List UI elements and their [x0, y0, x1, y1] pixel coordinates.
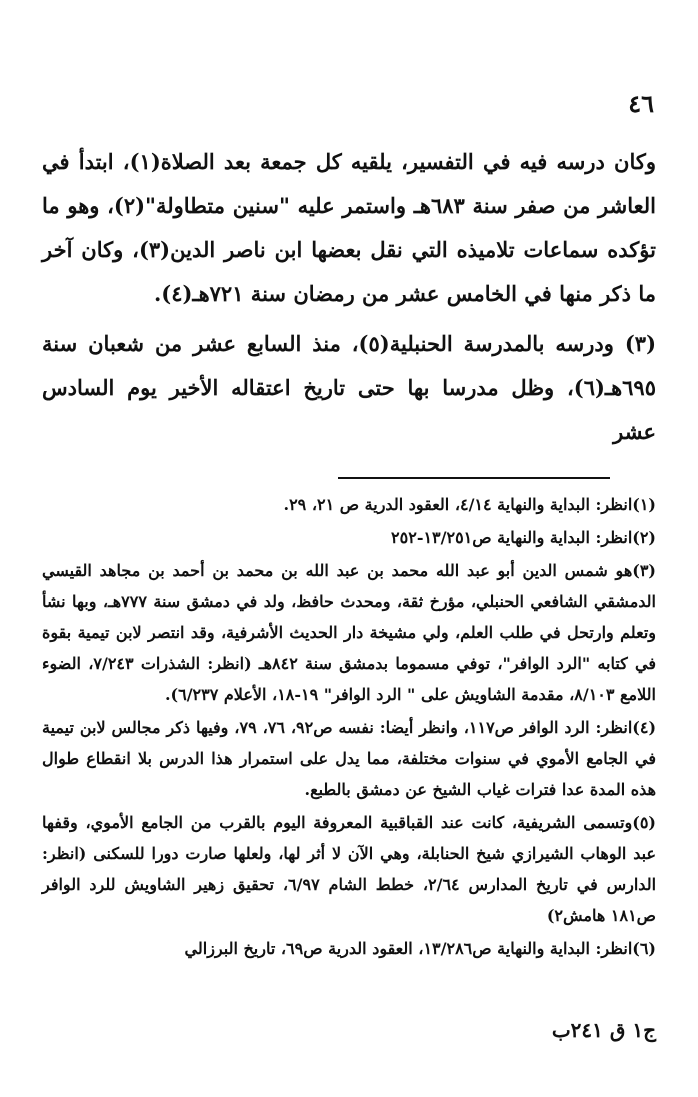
- paragraph-1: وكان درسه فيه في التفسير، يلقيه كل جمعة بعد الصلاة(١)، ابتدأ في العاشر من صفر سنة ٦٨٣هـ واستمر عليه "سنين متطاولة"(٢)، وهو ما تؤكده سماعات تلاميذه التي نقل بعضها ابن ناصر الدين(٣)، وكان آخر ما ذكر منها في الخامس عشر من رمضان سنة ٧٢١هـ(٤).: [42, 149, 657, 306]
- manuscript-reference: ج١ ق ٢٤١ب: [551, 1018, 656, 1042]
- footnote-3: (٣)هو شمس الدين أبو عبد الله محمد بن عبد الله بن محمد بن أحمد بن مجاهد القيسي الدمشقي الشافعي الحنبلي، مؤرخ ثقة، ومحدث حافظ، ولد في دمشق سنة ٧٧٧هـ، وبها نشأ وتعلم وارتحل في طلب العلم، ولي مشيخة دار الحديث الأشرفية، وقد انتصر لابن تيمية بقوة في كتابه "الرد الوافر"، توفي مسموما بدمشق سنة ٨٤٢هـ (انظر: الشذرات ٧/٢٤٣، الضوء اللامع ٨/١٠٣، مقدمة الشاويش على " الرد الوافر" ١٩-١٨، الأعلام ٦/٢٣٧).: [42, 561, 657, 704]
- footnote-4: (٤)انظر: الرد الوافر ص١١٧، وانظر أيضا: نفسه ص٩٢، ٧٦، ٧٩، وفيها ذكر مجالس لابن تيمية في الجامع الأموي في سنوات مختلفة، مما يدل على استمرار هذا الدرس بلا انقطاع طوال هذه المدة عدا فترات غياب الشيخ عن دمشق بالطبع.: [42, 718, 657, 799]
- footnote-1: (١)انظر: البداية والنهاية ٤/١٤، العقود الدرية ص ٢١، ٢٩.: [283, 495, 656, 514]
- footnote-5: (٥)وتسمى الشريفية، كانت عند القباقبية المعروفة اليوم بالقرب من الجامع الأموي، وقفها عبد الوهاب الشيرازي شيخ الحنابلة، وهي الآن لا أثر لها، ولعلها صارت دورا للسكنى (انظر: الدارس في تاريخ المدارس ٢/٦٤، خطط الشام ٦/٩٧، تحقيق زهير الشاويش للرد الوافر ص١٨١ هامش٢): [42, 813, 657, 925]
- footnotes: [42, 489, 656, 966]
- paragraph-2: (٣) ودرسه بالمدرسة الحنبلية(٥)، منذ السابع عشر من شعبان سنة ٦٩٥هـ(٦)، وظل مدرسا بها حتى تاريخ اعتقاله الأخير يوم السادس عشر: [42, 331, 656, 444]
- main-text: [42, 140, 656, 460]
- footnote-6: (٦)انظر: البداية والنهاية ص١٣/٢٨٦، العقود الدرية ص٦٩، تاريخ البرزالي: [184, 939, 656, 958]
- footnote-separator: [338, 477, 610, 479]
- footnote-2: (٢)انظر: البداية والنهاية ص١٣/٢٥١-٢٥٢: [391, 528, 656, 547]
- page-number: ٤٦: [628, 89, 654, 118]
